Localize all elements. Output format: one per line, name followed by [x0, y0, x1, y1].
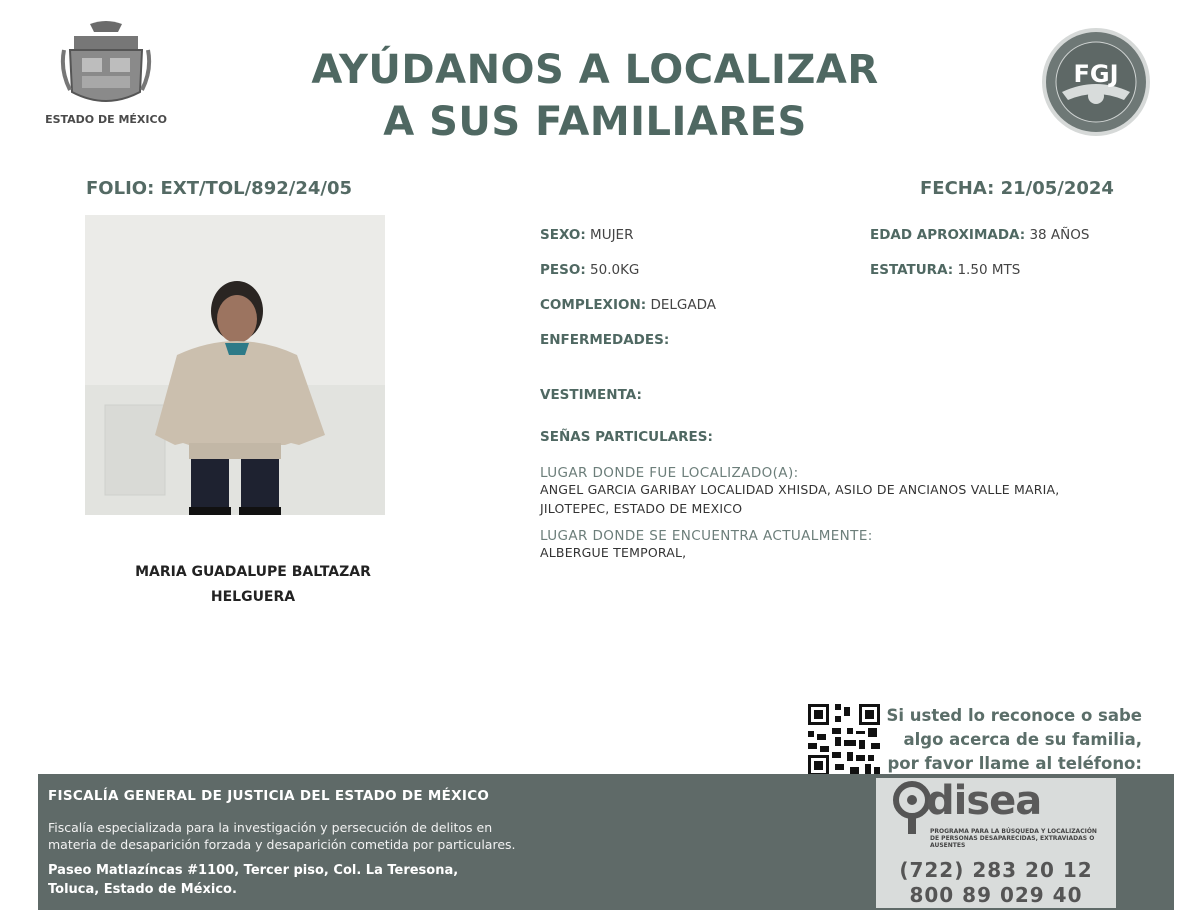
- title-line-2: A SUS FAMILIARES: [383, 99, 807, 145]
- estatura-value: 1.50 MTS: [957, 262, 1021, 278]
- current-place-label: LUGAR DONDE SE ENCUENTRA ACTUALMENTE:: [540, 528, 873, 544]
- complexion-field: [540, 297, 716, 313]
- estado-de-mexico-logo: [60, 20, 152, 112]
- footer-desc-line-2: materia de desaparición forzada y desaparición cometida por particulares.: [48, 837, 516, 852]
- located-place-label: LUGAR DONDE FUE LOCALIZADO(A):: [540, 465, 799, 481]
- person-photo: [85, 215, 385, 515]
- complexion-label: COMPLEXION:: [540, 297, 647, 313]
- qr-code[interactable]: [808, 704, 880, 776]
- current-place-value: ALBERGUE TEMPORAL,: [540, 545, 687, 560]
- located-place-line-2: JILOTEPEC, ESTADO DE MEXICO: [540, 501, 743, 516]
- footer-description: [48, 819, 648, 853]
- located-place-value: [540, 480, 1059, 518]
- odisea-tagline: PROGRAMA PARA LA BÚSQUEDA Y LOCALIZACIÓN DE PERSONAS DESAPARECIDAS, EXTRAVIADAS O AUSENTES: [930, 828, 1097, 849]
- edad-value: 38 AÑOS: [1029, 227, 1090, 243]
- peso-label: PESO:: [540, 262, 586, 278]
- footer-addr-line-2: Toluca, Estado de México.: [48, 882, 237, 897]
- sexo-value: MUJER: [590, 227, 634, 243]
- senas-label: SEÑAS PARTICULARES:: [540, 429, 713, 445]
- page-title: [250, 44, 940, 148]
- sexo-field: [540, 227, 633, 243]
- enfermedades-label: ENFERMEDADES:: [540, 332, 670, 348]
- footer-addr-line-1: Paseo Matlazíncas #1100, Tercer piso, Col. La Teresona,: [48, 863, 459, 878]
- located-place-line-1: ANGEL GARCIA GARIBAY LOCALIDAD XHISDA, ASILO DE ANCIANOS VALLE MARIA,: [540, 482, 1060, 497]
- enfermedades-field: [540, 332, 669, 348]
- senas-field: [540, 429, 713, 445]
- footer-title: FISCALÍA GENERAL DE JUSTICIA DEL ESTADO DE MÉXICO: [48, 788, 490, 804]
- person-name-line-2: HELGUERA: [210, 589, 296, 605]
- folio-number: FOLIO: EXT/TOL/892/24/05: [86, 178, 353, 199]
- odisea-brand: disea: [926, 778, 1042, 824]
- phone-number-2[interactable]: 800 89 029 40: [909, 883, 1083, 907]
- callout-line-1: Si usted lo reconoce o sabe: [886, 706, 1142, 725]
- edad-field: [870, 227, 1089, 243]
- estatura-label: ESTATURA:: [870, 262, 954, 278]
- person-name: [110, 560, 396, 610]
- date-field: FECHA: 21/05/2024: [920, 178, 1114, 199]
- vestimenta-field: [540, 387, 642, 403]
- callout-line-3: por favor llame al teléfono:: [887, 754, 1142, 773]
- contact-callout: [880, 704, 1142, 776]
- state-label: ESTADO DE MÉXICO: [45, 113, 167, 126]
- edad-label: EDAD APROXIMADA:: [870, 227, 1026, 243]
- estatura-field: [870, 262, 1020, 278]
- sexo-label: SEXO:: [540, 227, 586, 243]
- footer-desc-line-1: Fiscalía especializada para la investigación y persecución de delitos en: [48, 820, 493, 835]
- person-name-line-1: MARIA GUADALUPE BALTAZAR: [135, 564, 371, 580]
- footer-address: [48, 861, 568, 899]
- title-line-1: AYÚDANOS A LOCALIZAR: [311, 47, 879, 93]
- vestimenta-label: VESTIMENTA:: [540, 387, 642, 403]
- fgj-seal-logo: [1040, 26, 1152, 138]
- peso-field: [540, 262, 639, 278]
- fgj-text: FGJ: [1073, 60, 1119, 88]
- callout-line-2: algo acerca de su familia,: [903, 730, 1142, 749]
- peso-value: 50.0KG: [590, 262, 640, 278]
- phone-number-1[interactable]: (722) 283 20 12: [899, 858, 1093, 882]
- complexion-value: DELGADA: [650, 297, 716, 313]
